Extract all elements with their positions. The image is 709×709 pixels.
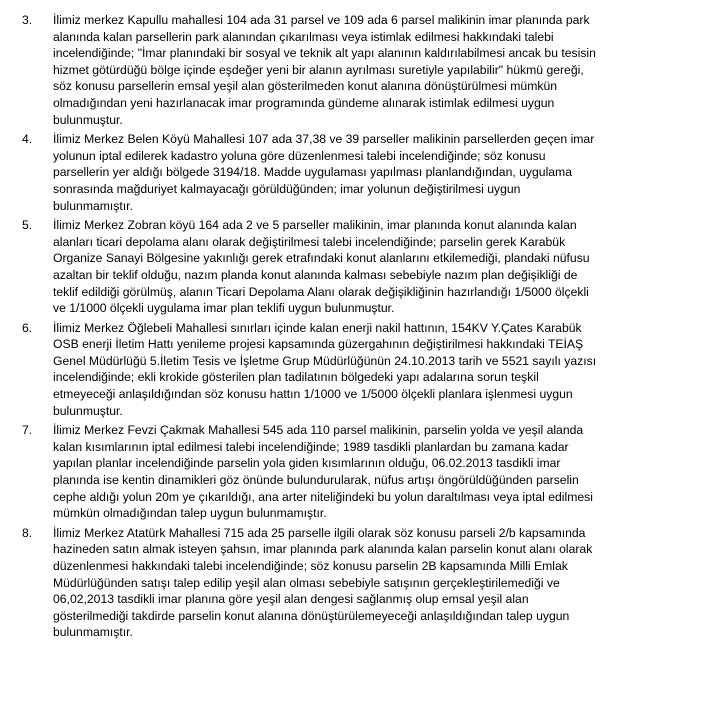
text-line: Müdürlüğünden satışı talep edilip yeşil alan olması sebebiyle satışının gerçekleştirilemediği ve — [53, 575, 560, 590]
list-item-6 — [0, 320, 709, 420]
list-item-7 — [0, 422, 709, 522]
item-number: 5. — [22, 218, 33, 233]
text-line: olmadığından yeni hazırlanacak imar programında gündeme alınarak istimlak edilmesi uygun — [53, 95, 555, 110]
text-line: planında ise kentin dinamikleri göz önünde bulundurularak, nüfus artışı öngörüldüğünden parselin — [53, 473, 579, 488]
text-line: İlimiz merkez Kapullu mahallesi 104 ada 31 parsel ve 109 ada 6 parsel malikinin imar planında park — [53, 13, 590, 27]
text-line: yolunun iptal edilerek kadastro yoluna göre düzenlenmesi talebi incelendiğinde; söz konusu — [53, 148, 546, 163]
item-text — [53, 217, 685, 317]
text-line: İlimiz Merkez Atatürk Mahallesi 715 ada 25 parselle ilgili olarak söz konusu parseli 2/b kapsamında — [53, 525, 586, 540]
text-line: alanları ticari depolama alanı olarak değiştirilmesi talebi incelendiğinde; parselin gerek Karabük — [53, 234, 566, 249]
text-line: İlimiz Merkez Zobran köyü 164 ada 2 ve 5 parseller malikinin, imar planında konut alanında kalan — [53, 218, 577, 233]
text-line: hazineden satın almak isteyen şahsın, imar planında park alanında kalan parselin konut alanı olarak — [53, 542, 593, 557]
item-number: 7. — [22, 423, 33, 438]
text-line: incelendiğinde; ekli krokide gösterilen plan tadilatının bölgedeki yapı adalarına sorun teşkil — [53, 370, 539, 385]
text-line: İlimiz Merkez Fevzi Çakmak Mahallesi 545 ada 110 parsel malikinin, parselin yolda ve yeşil alanda — [53, 423, 584, 438]
list-item-8 — [0, 525, 709, 641]
document-page — [0, 12, 709, 644]
item-number: 8. — [22, 525, 33, 540]
text-line: 06,02,2013 tasdikli imar planına göre yeşil alan dengesi sağlanmış olup emsal yeşil alan — [53, 592, 529, 607]
text-line: gösterilmediği takdirde parselin konut alanına dönüştürülemeyeceği anlaşıldığından talep uygun — [53, 608, 570, 623]
text-line: yapılan planlar incelendiğinde parselin yola giden kısımlarının olduğu, 06.02.2013 tasdikli imar — [53, 456, 561, 471]
text-line: sonrasında mağduriyet kalmayacağı görüldüğünden; imar yolunun değiştirilmesi uygun — [53, 181, 521, 196]
text-line: cephe aldığı yolun 20m ye çıkarıldığı, ana arter niteliğindeki bu yolun daraltılması veya iptal edilmesi — [53, 489, 593, 504]
text-line: teklif edildiği görülmüş, alanın Ticari Depolama Alanı olarak değişikliğinin hazırlandığı 1/5000 ölçekli — [53, 284, 589, 299]
text-line: ve 1/1000 ölçekli uygulama imar plan teklifi uygun bulunmuştur. — [53, 301, 395, 316]
text-line: incelendiğinde; "İmar planındaki bir sosyal ve teknik alt yapı alanının kaldırılabilmesi ancak bu tesisin — [53, 46, 596, 61]
text-line: söz konusu parsellerin emsal yeşil alan gösterilmeden konut alanına dönüştürülmesi mümkün — [53, 79, 558, 94]
item-number: 3. — [22, 13, 33, 27]
text-line: kalan kısımlarının iptal edilmesi talebi incelendiğinde; 1989 tasdikli planlardan bu zamana kadar — [53, 439, 569, 454]
text-line: hizmet götürdüğü bölge içinde eşdeğer yeni bir alanın ayrılması suretiyle yapılabilir" hükmü gereği, — [53, 62, 584, 77]
item-text — [53, 422, 685, 522]
list-item-4 — [0, 131, 709, 214]
item-number: 6. — [22, 320, 33, 335]
text-line: bulunmamıştır. — [53, 625, 133, 640]
text-line: etmeyeceği anlaşıldığından söz konusu hattın 1/1000 ve 1/5000 ölçekli planlara işlenmesi uygun — [53, 387, 573, 402]
text-line: OSB enerji İletim Hattı yenileme projesi kapsamında güzergahının değiştirilmesi hakkındaki TEİAŞ — [53, 337, 584, 352]
item-text — [53, 131, 685, 214]
text-line: bulunmuştur. — [53, 112, 123, 127]
text-line: alanında kalan parsellerin park alanından çıkarılması veya istimlak edilmesi hakkındaki talebi — [53, 29, 554, 44]
text-line: bulunmuştur. — [53, 403, 123, 418]
text-line: mümkün olmadığından talep uygun bulunmamıştır. — [53, 506, 327, 521]
text-line: İlimiz Merkez Belen Köyü Mahallesi 107 ada 37,38 ve 39 parseller malikinin parsellerden geçen imar — [53, 132, 595, 147]
list-item-3 — [0, 12, 709, 128]
text-line: azaltan bir teklif olduğu, nazım planda konut alanında kalması sebebiyle nazım plan değişikliği de — [53, 267, 578, 282]
text-line: bulunmamıştır. — [53, 198, 133, 213]
item-text — [53, 12, 685, 128]
item-number: 4. — [22, 132, 33, 147]
item-text — [53, 320, 685, 420]
text-line: Organize Sanayi Bölgesine yakınlığı gerek etrafındaki konut alanlarını etkilemediği, plandaki nüfusu — [53, 251, 590, 266]
text-line: parsellerin yer aldığı bölgede 3194/18. Madde uygulaması yapılması planlandığından, uygulama — [53, 165, 572, 180]
item-text — [53, 525, 685, 641]
text-line: düzenlenmesi hakkındaki talebi incelendiğinde; söz konusu parselin 2B kapsamında Milli Emlak — [53, 559, 568, 573]
list-item-5 — [0, 217, 709, 317]
text-line: İlimiz Merkez Öğlebeli Mahallesi sınırları içinde kalan enerji nakil hattının, 154KV Y.Çates Karabük — [53, 320, 582, 335]
text-line: Genel Müdürlüğü 5.İletim Tesis ve İşletme Grup Müdürlüğünün 24.10.2013 tarih ve 5521 sayılı yazısı — [53, 353, 597, 368]
